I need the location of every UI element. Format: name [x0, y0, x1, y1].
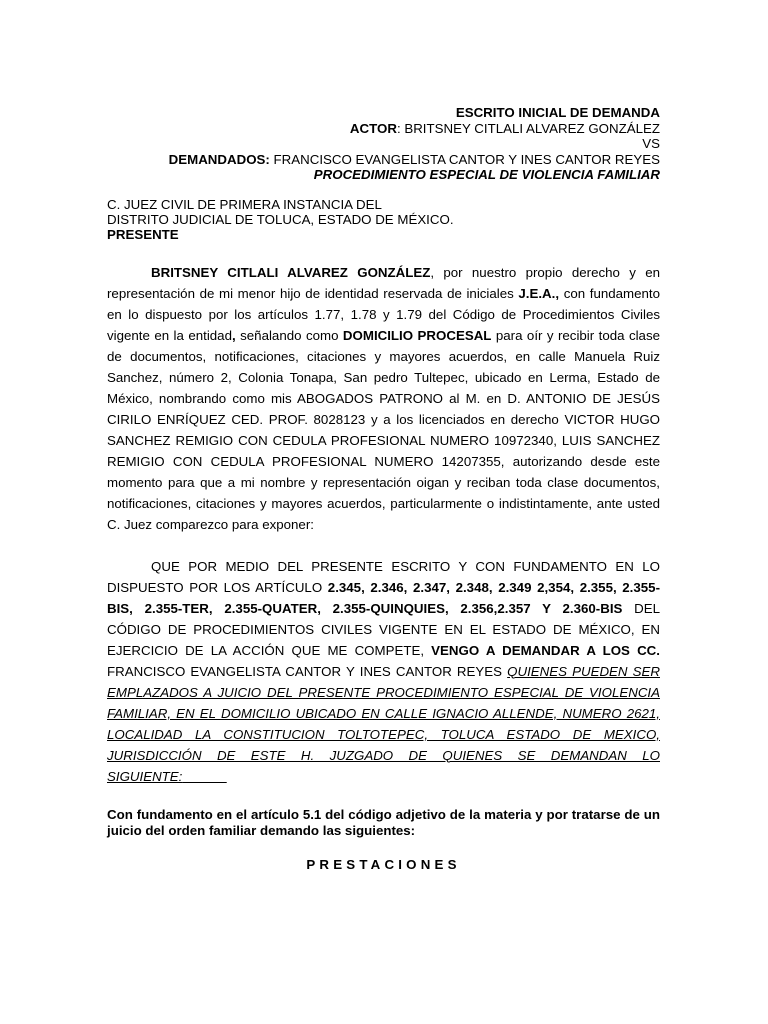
addressee-line-1: C. JUEZ CIVIL DE PRIMERA INSTANCIA DEL — [107, 196, 382, 212]
demandados-names: FRANCISCO EVANGELISTA CANTOR Y INES CANTOR REYES — [269, 151, 660, 167]
document-title: ESCRITO INICIAL DE DEMANDA — [455, 105, 660, 120]
presente-label: PRESENTE — [107, 226, 179, 242]
domicilio-procesal: DOMICILIO PROCESAL — [342, 327, 492, 343]
intro-comma: , — [231, 327, 236, 343]
minor-initials: J.E.A., — [518, 285, 560, 301]
underline-trail — [182, 769, 226, 784]
claim-text: FRANCISCO EVANGELISTA CANTOR Y INES CANTOR REYES — [107, 663, 508, 679]
demandados-line — [107, 152, 660, 168]
intro-text: , por nuestro propio derecho y en representación de mi menor hijo de identidad reservada de iniciales — [107, 264, 660, 301]
intro-text: señalando como — [235, 327, 343, 343]
demandados-label: DEMANDADOS: — [168, 151, 270, 167]
prestaciones-heading: PRESTACIONES — [306, 856, 461, 872]
document-page — [107, 0, 660, 872]
addressee-line-2: DISTRITO JUDICIAL DE TOLUCA, ESTADO DE MÉXICO. — [107, 211, 454, 227]
procedure-title: PROCEDIMIENTO ESPECIAL DE VIOLENCIA FAMILIAR — [313, 167, 660, 182]
service-address-underlined: QUIENES PUEDEN SER EMPLAZADOS A JUICIO DEL PRESENTE PROCEDIMIENTO ESPECIAL DE VIOLENCIA FAMILIAR, EN EL DOMICILIO UBICADO EN CALLE IGNACIO ALLENDE, NUMERO 2621, LOCALIDAD LA CONSTITUCION TOLTOTEPEC, TOLUCA ESTADO DE MEXICO, JURISDICCIÓN DE ESTE H. JUZGADO DE QUIENES SE DEMANDAN LO SIGUIENTE: — [107, 663, 660, 784]
addressee — [107, 197, 660, 242]
actor-label: ACTOR — [349, 120, 397, 136]
claim-paragraph — [107, 556, 660, 787]
vengo-a-demandar: VENGO A DEMANDAR A LOS CC. — [431, 642, 660, 658]
articles-list: 2.345, 2.346, 2.347, 2.348, 2.349 2,354, 2.355, 2.355-BIS, 2.355-TER, 2.355-QUATER, 2.355-QUINQUIES, 2.356,2.357 Y 2.360-BIS — [107, 579, 660, 616]
claim-text: QUE POR MEDIO DEL PRESENTE ESCRITO Y CON FUNDAMENTO EN LO DISPUESTO POR LOS ARTÍCULO — [107, 558, 660, 595]
actor-line — [107, 121, 660, 137]
fundamento-paragraph: Con fundamento en el artículo 5.1 del código adjetivo de la materia y por tratarse de un juicio del orden familiar demando las siguientes: — [107, 806, 660, 838]
intro-text: para oír y recibir toda clase de documentos, notificaciones, citaciones y mayores acuerdos, en calle Manuela Ruiz Sanchez, número 2, Colonia Tonapa, San pedro Tultepec, ubicado en Lerma, Estado de México, nombrando como mis ABOGADOS PATRONO al M. en D. ANTONIO DE JESÚS CIRILO ENRÍQUEZ CED. PROF. 8028123 y a los licenciados en derecho VICTOR HUGO SANCHEZ REMIGIO CON CEDULA PROFESIONAL NUMERO 10972340, LUIS SANCHEZ REMIGIO CON CEDULA PROFESIONAL NUMERO 14207355, autorizando desde este momento para que a mi nombre y representación oigan y reciban toda clase documentos, notificaciones, citaciones y mayores acuerdos, particularmente o indistintamente, ante usted C. Juez comparezco para exponer: — [107, 327, 660, 532]
actor-name: : BRITSNEY CITLALI ALVAREZ GONZÁLEZ — [396, 120, 660, 136]
case-header — [107, 105, 660, 183]
claim-text: DEL CÓDIGO DE PROCEDIMIENTOS CIVILES VIGENTE EN EL ESTADO DE MÉXICO, EN EJERCICIO DE LA ACCIÓN QUE ME COMPETE, — [107, 600, 661, 658]
introduction-paragraph — [107, 262, 660, 535]
plaintiff-name: BRITSNEY CITLALI ALVAREZ GONZÁLEZ — [151, 264, 431, 280]
intro-text: con fundamento en lo dispuesto por los artículos 1.77, 1.78 y 1.79 del Código de Procedimientos Civiles vigente en la entidad — [107, 285, 660, 343]
versus: VS — [642, 136, 660, 151]
